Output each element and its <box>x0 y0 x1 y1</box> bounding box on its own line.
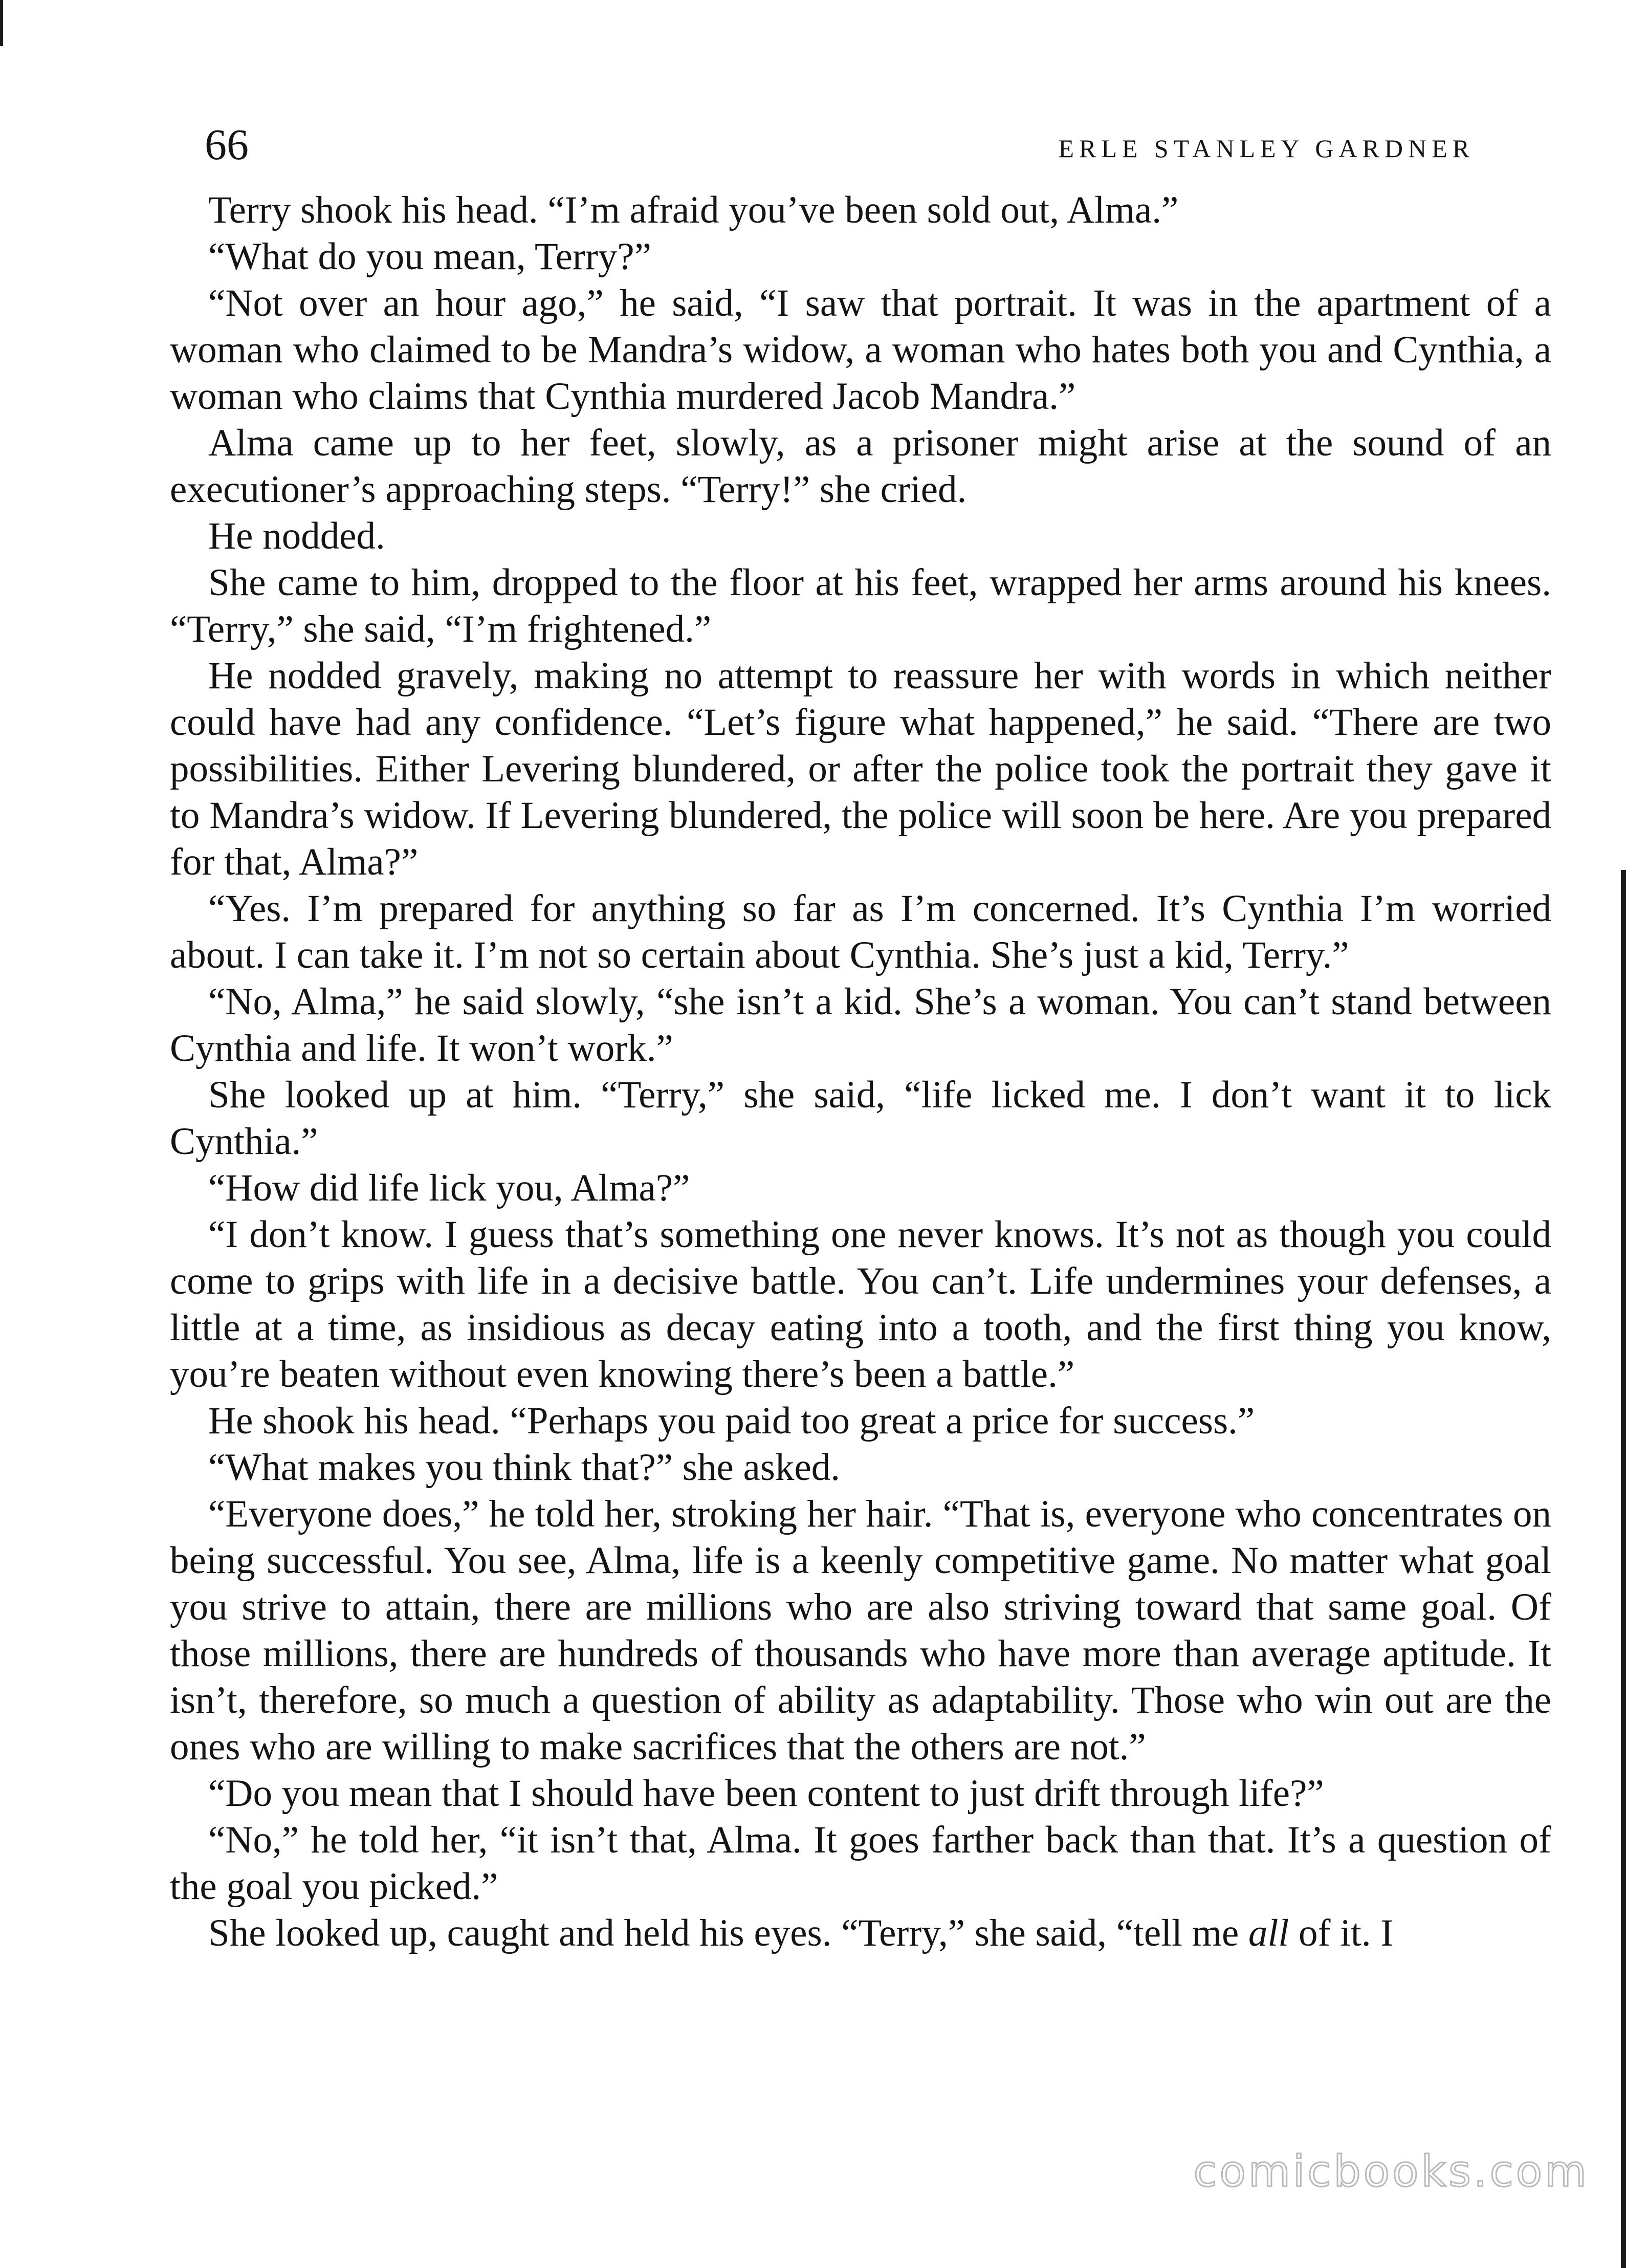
paragraph: He nodded gravely, making no attempt to reassure her with words in which neither could have had any confidence. “Let’s figure what happened,” he said. “There are two possibilities. Either Levering blundered, or after the police took the portrait they gave it to Mandra’s widow. If Levering blundered, the police will soon be here. Are you prepared for that, Alma?” <box>170 655 1551 883</box>
paragraph: He nodded. <box>208 515 385 557</box>
scan-edge-rule <box>1621 870 1626 2268</box>
paragraph: “What do you mean, Terry?” <box>208 235 651 278</box>
paragraph: “What makes you think that?” she asked. <box>208 1446 841 1489</box>
last-paragraph-tail: of it. I <box>1289 1912 1394 1954</box>
paragraph: “Everyone does,” he told her, stroking her hair. “That is, everyone who concentrates on being successful. You see, Alma, life is a keenly competitive game. No matter what goal you strive to attain, there are millions who are also striving toward that same goal. Of those millions, there are hundreds of thousands who have more than average aptitude. It isn’t, therefore, so much a question of ability as adaptability. Those who win out are the ones who are willing to make sacrifices that the others are not.” <box>170 1493 1551 1768</box>
paragraph: Alma came up to her feet, slowly, as a prisoner might arise at the sound of an executioner’s approaching steps. “Terry!” she cried. <box>170 422 1551 511</box>
last-paragraph-text: She looked up, caught and held his eyes. “Terry,” she said, “tell me <box>208 1912 1249 1954</box>
paragraph: “Yes. I’m prepared for anything so far as I’m concerned. It’s Cynthia I’m worried about. I can take it. I’m not so certain about Cynthia. She’s just a kid, Terry.” <box>170 887 1551 976</box>
paragraph: “How did life lick you, Alma?” <box>208 1167 690 1209</box>
last-paragraph <box>170 1910 1551 1956</box>
scan-edge-mark <box>0 0 3 46</box>
page-header <box>205 119 1475 175</box>
running-head: ERLE STANLEY GARDNER <box>1058 134 1475 163</box>
paragraph: “Do you mean that I should have been content to just drift through life?” <box>208 1772 1324 1815</box>
paragraph: She looked up at him. “Terry,” she said, “life licked me. I don’t want it to lick Cynthia.” <box>170 1074 1551 1163</box>
watermark: comicbooks.com <box>1193 2146 1589 2196</box>
italic-word: all <box>1248 1912 1289 1954</box>
page-number: 66 <box>205 120 249 169</box>
paragraph: She came to him, dropped to the floor at his feet, wrapped her arms around his knees. “Terry,” she said, “I’m frightened.” <box>170 561 1551 650</box>
paragraph: He shook his head. “Perhaps you paid too great a price for success.” <box>208 1400 1255 1442</box>
paragraph: “No, Alma,” he said slowly, “she isn’t a kid. She’s a woman. You can’t stand between Cynthia and life. It won’t work.” <box>170 980 1551 1070</box>
paragraph: “Not over an hour ago,” he said, “I saw that portrait. It was in the apartment of a woman who claimed to be Mandra’s widow, a woman who hates both you and Cynthia, a woman who claims that Cynthia murdered Jacob Mandra.” <box>170 282 1551 418</box>
paragraph: Terry shook his head. “I’m afraid you’ve been sold out, Alma.” <box>208 189 1179 231</box>
paragraph: “I don’t know. I guess that’s something one never knows. It’s not as though you could come to grips with life in a decisive battle. You can’t. Life undermines your defenses, a little at a time, as insidious as decay eating into a tooth, and the first thing you know, you’re beaten without even knowing there’s been a battle.” <box>170 1213 1551 1395</box>
paragraph: “No,” he told her, “it isn’t that, Alma. It goes farther back than that. It’s a question of the goal you picked.” <box>170 1819 1551 1908</box>
body-text <box>170 187 1551 1956</box>
